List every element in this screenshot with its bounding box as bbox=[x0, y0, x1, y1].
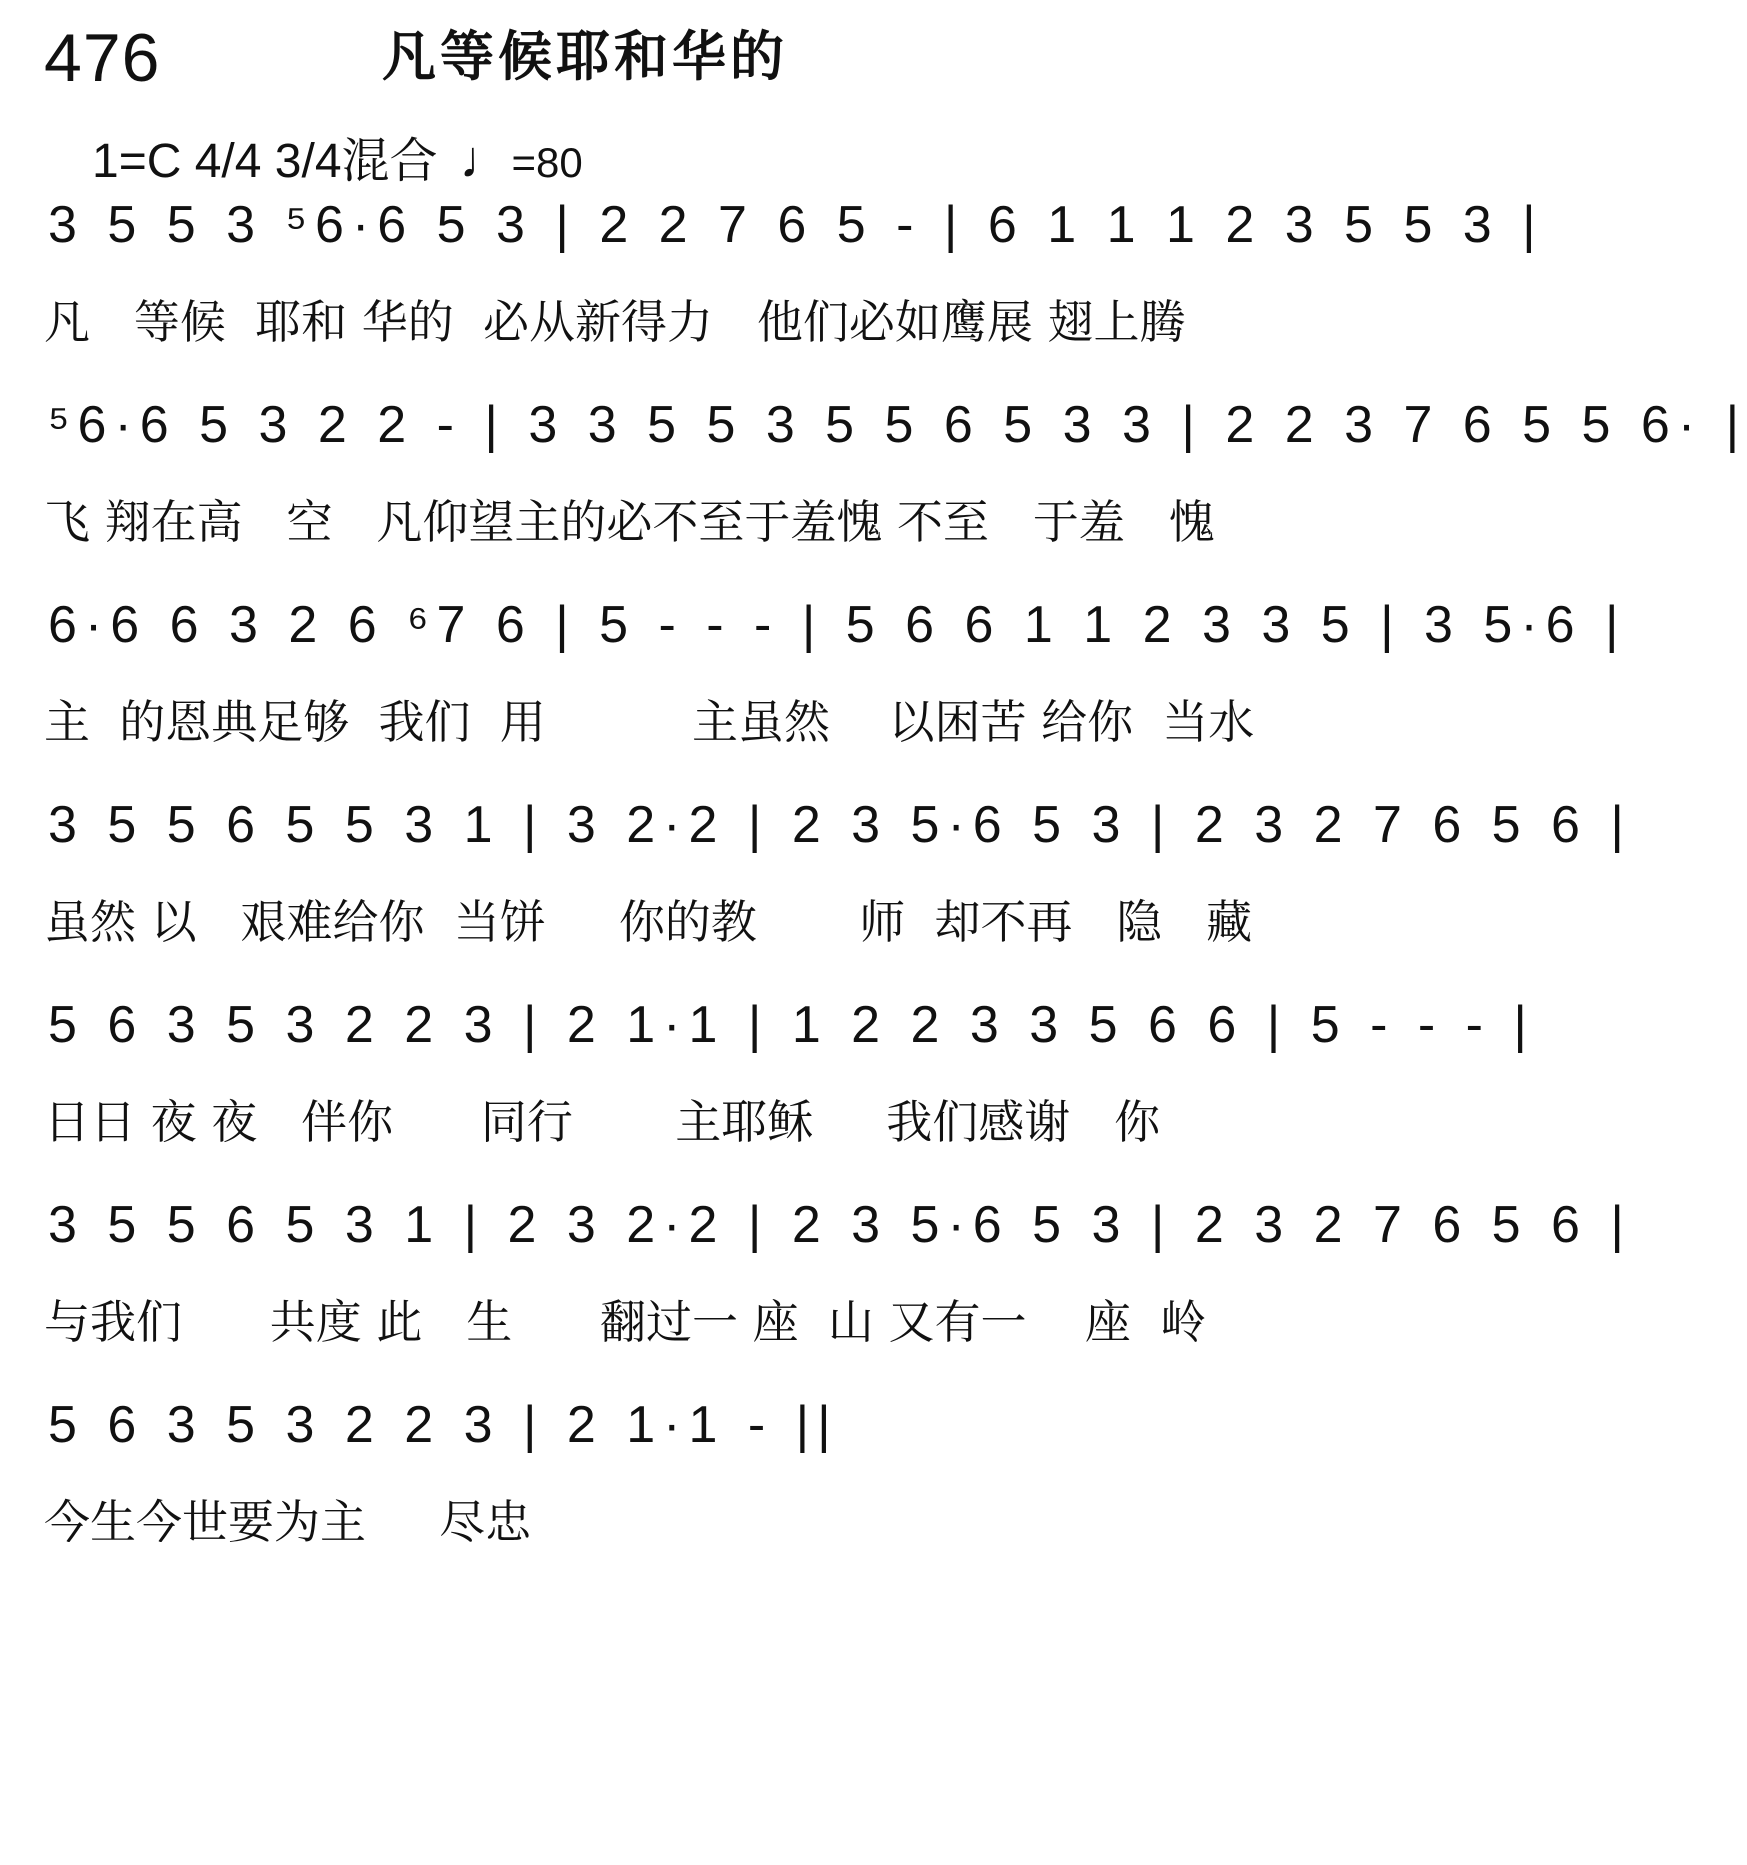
notation-line-6: 3 5 5 6 5 3 1 | 2 3 2·2 | 2 3 5·6 5 3 | 2 3 2 7 6 5 6 | bbox=[48, 1196, 1632, 1254]
lyric-line-2: 飞 翔在高 空 凡仰望主的必不至于羞愧 不至 于羞 愧 bbox=[44, 495, 1215, 549]
key-meter-tempo bbox=[92, 130, 583, 193]
key-meter: 1=C 4/4 3/4混合 bbox=[92, 135, 438, 188]
lyric-line-4: 虽然 以 艰难给你 当饼 你的教 师 却不再 隐 藏 bbox=[44, 895, 1253, 949]
notation-line-4: 3 5 5 6 5 5 3 1 | 3 2·2 | 2 3 5·6 5 3 | 2 3 2 7 6 5 6 | bbox=[48, 796, 1632, 854]
lyric-line-5: 日日 夜 夜 伴你 同行 主耶稣 我们感谢 你 bbox=[44, 1095, 1161, 1149]
notation-line-3: 6·6 6 3 2 6 ⁶7 6 | 5 - - - | 5 6 6 1 1 2 3 3 5 | 3 5·6 | bbox=[48, 596, 1627, 654]
lyric-line-7: 今生今世要为主 尽忠 bbox=[44, 1495, 532, 1549]
notation-line-7: 5 6 3 5 3 2 2 3 | 2 1·1 - || bbox=[48, 1396, 839, 1454]
tempo-value: =80 bbox=[511, 139, 583, 186]
hymn-number: 476 bbox=[44, 20, 161, 96]
lyric-line-1: 凡 等候 耶和 华的 必从新得力 他们必如鹰展 翅上腾 bbox=[44, 295, 1186, 349]
lyric-line-6: 与我们 共度 此 生 翻过一 座 山 又有一 座 岭 bbox=[44, 1295, 1207, 1349]
lyric-line-3: 主 的恩典足够 我们 用 主虽然 以困苦 给你 当水 bbox=[44, 695, 1255, 749]
quarter-note-icon: ♩ bbox=[459, 131, 512, 189]
notation-line-2: ⁵6·6 5 3 2 2 - | 3 3 5 5 3 5 5 6 5 3 3 | 2 2 3 7 6 5 5 6· | bbox=[48, 396, 1747, 454]
hymn-title: 凡等候耶和华的 bbox=[382, 25, 788, 88]
notation-line-5: 5 6 3 5 3 2 2 3 | 2 1·1 | 1 2 2 3 3 5 6 6 | 5 - - - | bbox=[48, 996, 1535, 1054]
notation-line-1: 3 5 5 3 ⁵6·6 5 3 | 2 2 7 6 5 - | 6 1 1 1 2 3 5 5 3 | bbox=[48, 196, 1544, 254]
